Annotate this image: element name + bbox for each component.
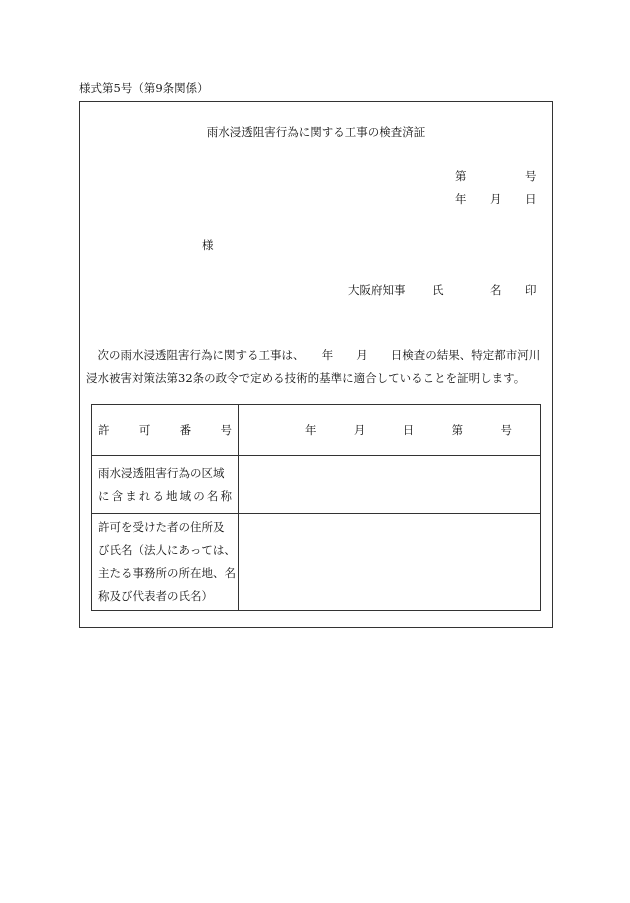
permit-holder-label-line-2: び氏名（法人にあっては、 (98, 543, 236, 557)
area-label-char: ま (125, 488, 137, 503)
permit-holder-label (92, 514, 239, 611)
issuer-name-1: 氏 (432, 283, 444, 297)
addressee-suffix: 様 (202, 238, 214, 252)
area-label-char: 称 (220, 488, 232, 503)
permit-date-year: 年 (305, 423, 317, 437)
issuer-name-2: 名 (490, 283, 502, 297)
permit-table (91, 404, 541, 611)
date-year: 年 (455, 192, 467, 206)
permit-number-label-char: 許 (98, 423, 110, 437)
permit-date-month: 月 (353, 423, 366, 437)
permit-holder-label-line-1: 許可を受けた者の住所及 (98, 520, 225, 534)
area-label-char: 地 (166, 488, 178, 503)
area-label-char: の (193, 488, 205, 503)
certification-statement (86, 344, 548, 390)
area-value (239, 456, 541, 514)
statement-line-1: 次の雨水浸透阻害行為に関する工事は、 年 月 日検査の結果、特定都市河川 (86, 348, 541, 362)
table-row-permit-holder (92, 514, 541, 611)
form-number: 様式第5号（第9条関係） (79, 81, 209, 95)
area-label-char: 域 (179, 488, 192, 503)
permit-number-label-char: 号 (220, 423, 232, 437)
permit-number-label-char: 可 (138, 423, 151, 437)
permit-holder-label-line-3: 主たる事務所の所在地、名 (98, 566, 236, 580)
permit-number-label (92, 405, 239, 456)
permit-number-label-char: 番 (179, 423, 192, 437)
date-month: 月 (490, 192, 502, 206)
area-label-char: 含 (111, 488, 124, 503)
issuer-title: 大阪府知事 (348, 283, 406, 297)
area-label-char: に (98, 488, 110, 503)
permit-number-value (239, 405, 541, 456)
statement-line-2: 浸水被害対策法第32条の政令で定める技術的基準に適合していることを証明します。 (86, 371, 526, 385)
table-row-permit-number (92, 405, 541, 456)
certificate-number-suffix: 号 (525, 169, 537, 183)
certificate-frame (79, 101, 553, 628)
permit-number-prefix: 第 (451, 423, 464, 437)
area-label-char: 名 (206, 488, 219, 503)
issuer-seal: 印 (525, 283, 537, 297)
area-label (92, 456, 239, 514)
area-label-line-2 (98, 485, 232, 508)
area-label-char: れ (138, 488, 151, 503)
certificate-number-prefix: 第 (455, 169, 467, 183)
permit-holder-value (239, 514, 541, 611)
permit-date-day: 日 (402, 423, 415, 437)
date-day: 日 (525, 192, 537, 206)
document-title: 雨水浸透阻害行為に関する工事の検査済証 (206, 125, 426, 139)
permit-holder-label-line-4: 称及び代表者の氏名） (98, 589, 213, 603)
area-label-line-1: 雨水浸透阻害行為の区域 (98, 465, 225, 480)
area-label-char: る (152, 488, 164, 503)
table-row-area (92, 456, 541, 514)
permit-number-suffix: 号 (500, 423, 512, 437)
